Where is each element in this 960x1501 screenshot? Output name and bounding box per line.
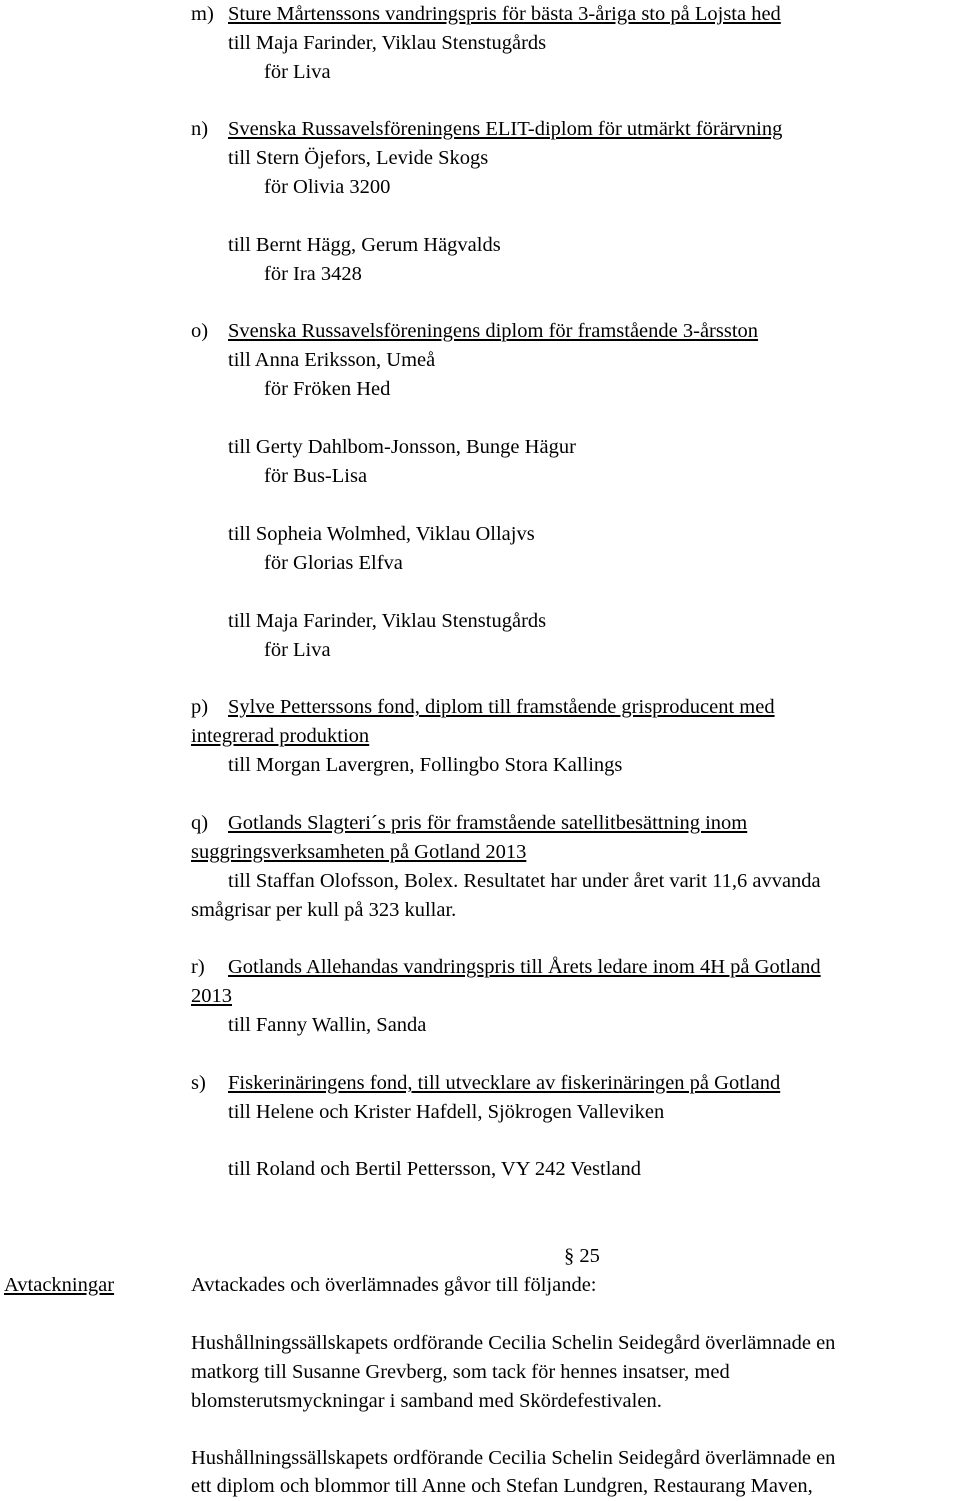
- section-sign: §: [564, 1245, 575, 1267]
- recipient-o-3: till Sopheia Wolmhed, Viklau Ollajvs: [228, 523, 535, 545]
- recipient-o-4: till Maja Farinder, Viklau Stenstugårds: [228, 610, 547, 632]
- paragraph-intro: Avtackades och överlämnades gåvor till följande:: [191, 1274, 597, 1296]
- award-title-r-line1: Gotlands Allehandas vandringspris till Årets ledare inom 4H på Gotland: [228, 956, 821, 978]
- paragraph1-line3: blomsterutsmyckningar i samband med Skördefestivalen.: [191, 1390, 662, 1412]
- recipient-s-2: till Roland och Bertil Pettersson, VY 242 Vestland: [228, 1158, 642, 1180]
- margin-heading: Avtackningar: [4, 1274, 115, 1296]
- item-marker-s: s): [191, 1072, 206, 1094]
- award-title-p-line1: Sylve Petterssons fond, diplom till framstående grisproducent med: [228, 696, 775, 718]
- horse-o-3: för Glorias Elfva: [264, 552, 403, 574]
- award-title-q-line2: suggringsverksamheten på Gotland 2013: [191, 841, 527, 863]
- recipient-q-line1: till Staffan Olofsson, Bolex. Resultatet har under året varit 11,6 avvanda: [228, 870, 821, 892]
- paragraph2-line1: Hushållningssällskapets ordförande Cecilia Schelin Seidegård överlämnade en: [191, 1447, 836, 1469]
- award-title-o: Svenska Russavelsföreningens diplom för framstående 3-årsston: [228, 320, 759, 342]
- award-title-p-line2: integrerad produktion: [191, 725, 370, 747]
- award-title-m: Sture Mårtenssons vandringspris för bästa 3-åriga sto på Lojsta hed: [228, 3, 781, 25]
- item-marker-p: p): [191, 696, 209, 718]
- award-title-r-line2: 2013: [191, 985, 232, 1007]
- recipient-o-1: till Anna Eriksson, Umeå: [228, 349, 436, 371]
- horse-n-2: för Ira 3428: [264, 263, 362, 285]
- horse-n-1: för Olivia 3200: [264, 176, 391, 198]
- recipient-p: till Morgan Lavergren, Follingbo Stora Kallings: [228, 754, 623, 776]
- recipient-r: till Fanny Wallin, Sanda: [228, 1014, 427, 1036]
- recipient-m-1: till Maja Farinder, Viklau Stenstugårds: [228, 32, 547, 54]
- horse-o-2: för Bus-Lisa: [264, 465, 368, 487]
- award-title-s: Fiskerinäringens fond, till utvecklare av fiskerinäringen på Gotland: [228, 1072, 781, 1094]
- horse-o-1: för Fröken Hed: [264, 378, 391, 400]
- recipient-n-2: till Bernt Hägg, Gerum Hägvalds: [228, 234, 501, 256]
- paragraph-number: [564, 1242, 600, 1271]
- paragraph1-line2: matkorg till Susanne Grevberg, som tack för hennes insatser, med: [191, 1361, 730, 1383]
- paragraph2-line2: ett diplom och blommor till Anne och Stefan Lundgren, Restaurang Maven,: [191, 1475, 813, 1497]
- horse-m-1: för Liva: [264, 61, 331, 83]
- award-title-q-line1: Gotlands Slagteri´s pris för framstående satellitbesättning inom: [228, 812, 748, 834]
- paragraph1-line1: Hushållningssällskapets ordförande Cecilia Schelin Seidegård överlämnade en: [191, 1332, 836, 1354]
- award-title-n: Svenska Russavelsföreningens ELIT-diplom för utmärkt förärvning: [228, 118, 783, 140]
- item-marker-q: q): [191, 812, 209, 834]
- recipient-o-2: till Gerty Dahlbom-Jonsson, Bunge Hägur: [228, 436, 576, 458]
- item-marker-n: n): [191, 118, 209, 140]
- recipient-q-line2: smågrisar per kull på 323 kullar.: [191, 899, 457, 921]
- item-marker-m: m): [191, 3, 214, 25]
- recipient-n-1: till Stern Öjefors, Levide Skogs: [228, 147, 489, 169]
- item-marker-r: r): [191, 956, 205, 978]
- recipient-s-1: till Helene och Krister Hafdell, Sjökrogen Valleviken: [228, 1101, 665, 1123]
- horse-o-4: för Liva: [264, 639, 331, 661]
- paragraph-num: 25: [579, 1245, 600, 1267]
- item-marker-o: o): [191, 320, 209, 342]
